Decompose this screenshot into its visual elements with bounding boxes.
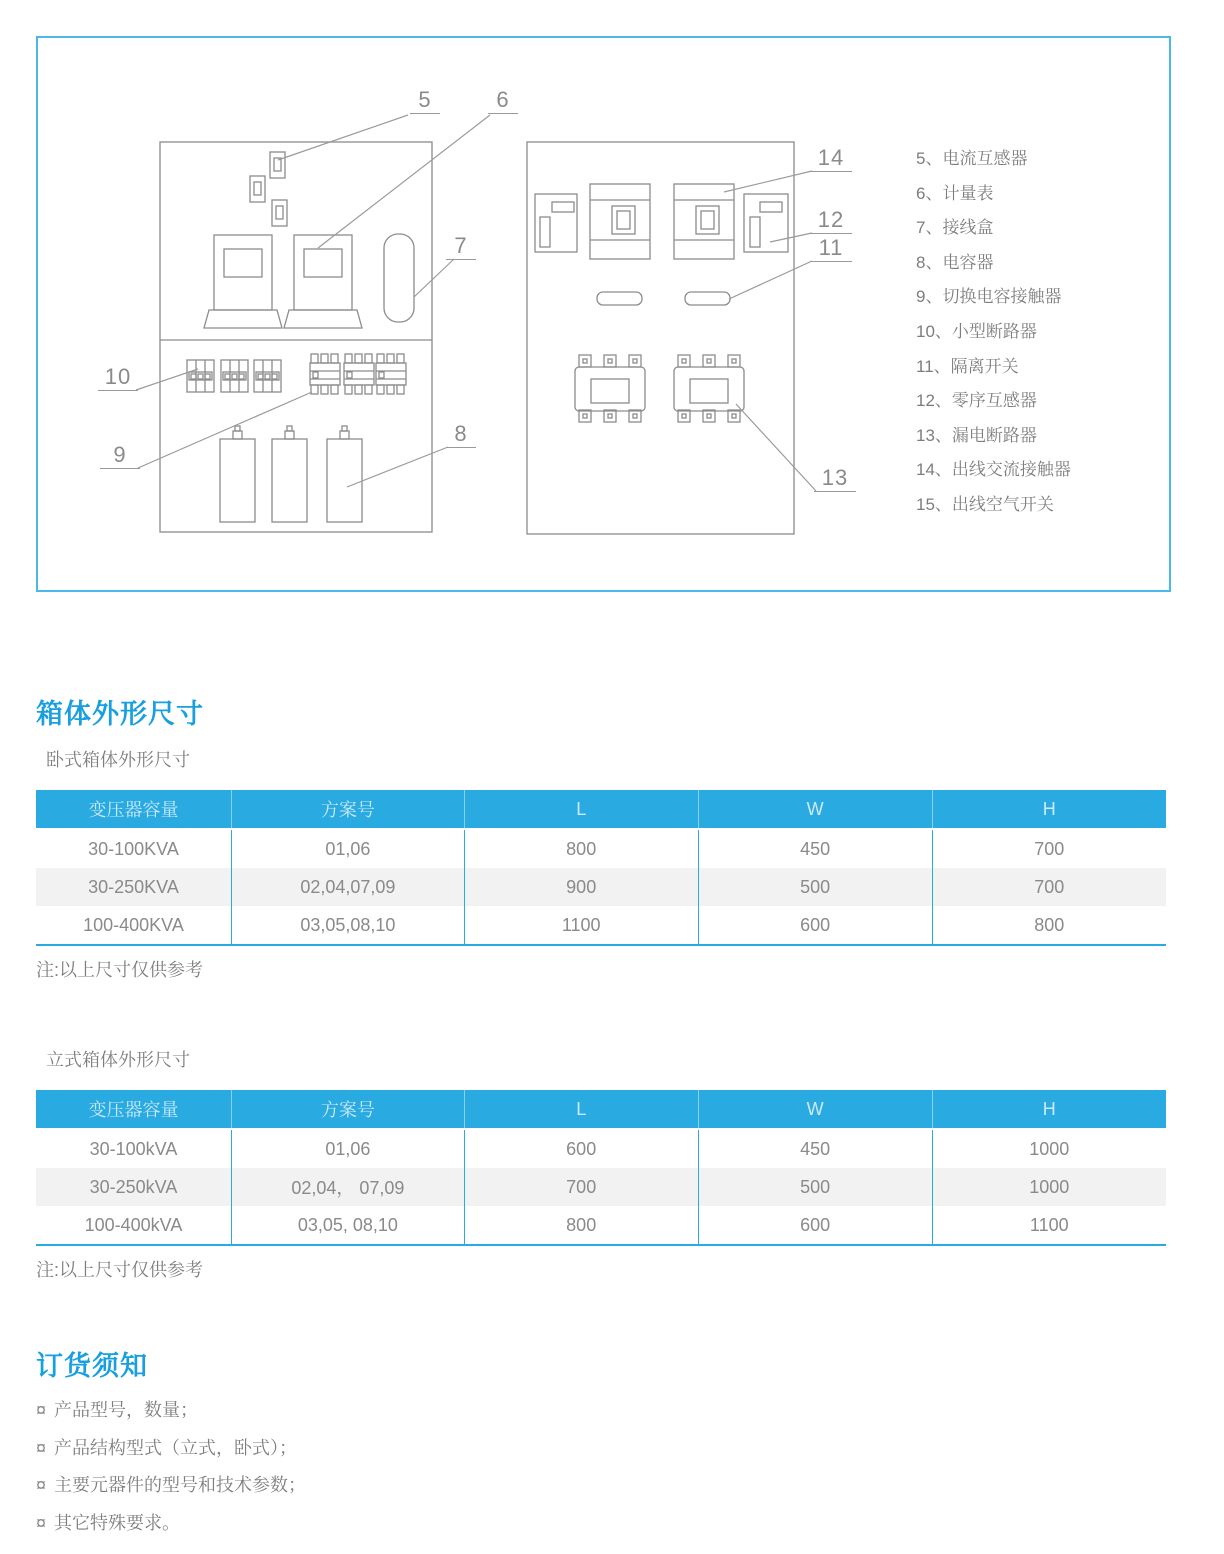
cell: 02,04,07,09 bbox=[231, 868, 464, 906]
col-header-scheme: 方案号 bbox=[231, 790, 464, 829]
col-header-scheme: 方案号 bbox=[231, 1090, 464, 1129]
cell: 02,04， 07,09 bbox=[231, 1168, 464, 1206]
horizontal-dimensions-table bbox=[36, 790, 1166, 946]
callout-6: 6 bbox=[488, 88, 518, 114]
dimensions-section-title: 箱体外形尺寸 bbox=[36, 699, 204, 729]
legend-item: 6、计量表 bbox=[916, 183, 994, 203]
cell: 450 bbox=[698, 1129, 932, 1168]
cell: 30-100kVA bbox=[89, 1138, 178, 1159]
table-row bbox=[36, 829, 1166, 868]
right-cabinet-outline bbox=[527, 142, 794, 534]
cell: 500 bbox=[698, 1168, 932, 1206]
callout-12: 12 bbox=[810, 208, 852, 234]
list-item bbox=[36, 1430, 306, 1468]
callout-13: 13 bbox=[814, 466, 856, 492]
col-header-w: W bbox=[698, 790, 932, 829]
left-cabinet-outline bbox=[160, 142, 432, 532]
left-cabinet-drawing bbox=[160, 142, 432, 532]
list-item-text: 产品型号，数量； bbox=[54, 1400, 199, 1420]
isolation-switch-icons bbox=[597, 292, 730, 305]
callout-leader-lines bbox=[136, 115, 816, 491]
horizontal-table-note: 注:以上尺寸仅供参考 bbox=[36, 960, 204, 980]
cell: 600 bbox=[464, 1129, 698, 1168]
ordering-list bbox=[36, 1392, 306, 1542]
cell: 03,05,08,10 bbox=[231, 906, 464, 945]
legend-item: 14、出线交流接触器 bbox=[916, 460, 1071, 480]
cell: 03,05, 08,10 bbox=[231, 1206, 464, 1245]
leakage-breaker-icons bbox=[575, 355, 744, 422]
list-item bbox=[36, 1392, 306, 1430]
legend-item: 11、隔离开关 bbox=[916, 356, 1019, 376]
list-item-text: 其它特殊要求。 bbox=[54, 1512, 181, 1533]
cell: 800 bbox=[932, 906, 1166, 945]
callout-11: 11 bbox=[810, 236, 852, 262]
legend-item: 15、出线空气开关 bbox=[916, 494, 1054, 514]
callout-8: 8 bbox=[446, 422, 476, 448]
cell: 800 bbox=[464, 1206, 698, 1245]
col-header-capacity: 变压器容量 bbox=[36, 790, 231, 829]
legend-item: 7、接线盒 bbox=[916, 218, 994, 238]
molded-breaker-icons bbox=[590, 184, 734, 259]
junction-box-icon bbox=[384, 234, 414, 322]
component-legend bbox=[916, 142, 1166, 523]
cell: 30-250kVA bbox=[89, 1176, 178, 1197]
bullet-icon: ¤ bbox=[36, 1400, 47, 1420]
vertical-table-note: 注:以上尺寸仅供参考 bbox=[36, 1260, 204, 1280]
col-header-h: H bbox=[932, 790, 1166, 829]
cell: 1100 bbox=[464, 906, 698, 945]
cell: 30-100KVA bbox=[88, 838, 179, 859]
capacitor-contactor-icons bbox=[310, 354, 406, 394]
table-row bbox=[36, 906, 1166, 945]
cell: 30-250KVA bbox=[88, 876, 179, 897]
current-transformer-icons bbox=[250, 152, 287, 226]
right-cabinet-drawing bbox=[527, 142, 794, 534]
cell: 600 bbox=[698, 906, 932, 945]
legend-item: 13、漏电断路器 bbox=[916, 425, 1037, 445]
table-row bbox=[36, 1206, 1166, 1245]
legend-item: 9、切换电容接触器 bbox=[916, 287, 1062, 307]
cell: 100-400KVA bbox=[83, 914, 184, 935]
table-row bbox=[36, 868, 1166, 906]
list-item-text: 产品结构型式（立式，卧式）； bbox=[54, 1437, 298, 1458]
ordering-section-title: 订货须知 bbox=[36, 1351, 148, 1381]
callout-10: 10 bbox=[98, 365, 138, 391]
cell: 900 bbox=[464, 868, 698, 906]
left-small-device-icon bbox=[535, 194, 577, 252]
list-item-text: 主要元器件的型号和技术参数； bbox=[54, 1475, 307, 1495]
meter-icons bbox=[204, 235, 362, 328]
diagram-panel bbox=[36, 36, 1171, 592]
callout-5: 5 bbox=[410, 88, 440, 114]
mini-breaker-icons bbox=[187, 360, 281, 392]
cell: 450 bbox=[698, 829, 932, 868]
table-row bbox=[36, 1129, 1166, 1168]
cell: 700 bbox=[932, 829, 1166, 868]
cell: 1100 bbox=[932, 1206, 1166, 1245]
vertical-dimensions-table bbox=[36, 1090, 1166, 1246]
callout-14: 14 bbox=[810, 146, 852, 172]
cell: 01,06 bbox=[231, 1129, 464, 1168]
cell: 1000 bbox=[932, 1168, 1166, 1206]
table-header-row bbox=[36, 1090, 1166, 1129]
list-item bbox=[36, 1505, 306, 1543]
col-header-l: L bbox=[464, 790, 698, 829]
table-row bbox=[36, 1168, 1166, 1206]
bullet-icon: ¤ bbox=[36, 1475, 47, 1495]
cell: 800 bbox=[464, 829, 698, 868]
legend-item: 5、电流互感器 bbox=[916, 149, 1028, 168]
table-header-row bbox=[36, 790, 1166, 829]
callout-9: 9 bbox=[100, 443, 140, 469]
cell: 100-400kVA bbox=[84, 1214, 183, 1235]
cell: 01,06 bbox=[231, 829, 464, 868]
bullet-icon: ¤ bbox=[36, 1437, 47, 1458]
cell: 1000 bbox=[932, 1129, 1166, 1168]
legend-item: 8、电容器 bbox=[916, 252, 994, 272]
cell: 700 bbox=[464, 1168, 698, 1206]
cell: 700 bbox=[932, 868, 1166, 906]
capacitor-icons bbox=[220, 426, 362, 522]
col-header-h: H bbox=[932, 1090, 1166, 1129]
col-header-w: W bbox=[698, 1090, 932, 1129]
cell: 600 bbox=[698, 1206, 932, 1245]
legend-item: 12、零序互感器 bbox=[916, 391, 1037, 411]
vertical-table-subtitle: 立式箱体外形尺寸 bbox=[46, 1050, 190, 1070]
bullet-icon: ¤ bbox=[36, 1512, 47, 1533]
legend-item: 10、小型断路器 bbox=[916, 321, 1037, 341]
horizontal-table-subtitle: 卧式箱体外形尺寸 bbox=[46, 750, 190, 770]
col-header-l: L bbox=[464, 1090, 698, 1129]
callout-7: 7 bbox=[446, 234, 476, 260]
list-item bbox=[36, 1467, 306, 1505]
zero-sequence-ct-icon bbox=[744, 194, 788, 252]
col-header-capacity: 变压器容量 bbox=[36, 1090, 231, 1129]
cell: 500 bbox=[698, 868, 932, 906]
